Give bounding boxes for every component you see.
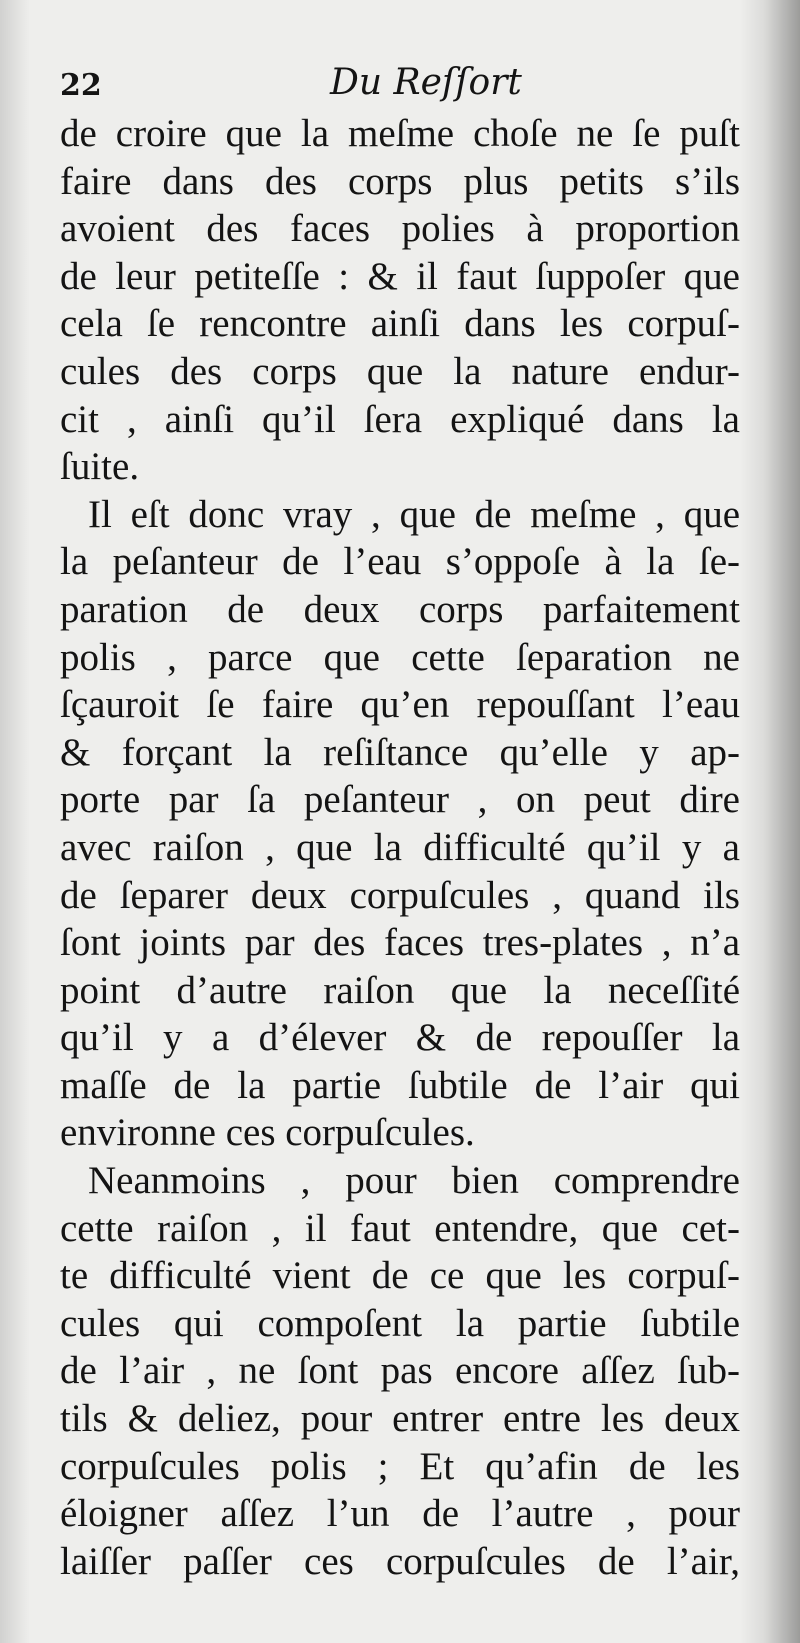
text-line: & forçant la reſiſtance qu’elle y ap-	[60, 730, 740, 774]
text-line: Neanmoins , pour bien comprendre	[88, 1159, 740, 1203]
text-line: tils & deliez, pour entrer entre les deux	[60, 1397, 740, 1441]
page-edge-shadow	[740, 0, 800, 1643]
text-line: avoient des faces polies à proportion	[60, 207, 740, 251]
text-line: Il eſt donc vray , que de meſme , que	[88, 492, 740, 536]
text-line: maſſe de la partie ſubtile de l’air qui	[60, 1063, 740, 1107]
text-line: te difficulté vient de ce que les corpuſ-	[60, 1254, 740, 1298]
page-header	[60, 62, 740, 112]
text-line: avec raiſon , que la difficulté qu’il y a	[60, 825, 740, 869]
text-line: faire dans des corps plus petits s’ils	[60, 159, 740, 203]
text-line: point d’autre raiſon que la neceſſité	[60, 968, 740, 1012]
running-head: Du Reſſort	[330, 62, 522, 103]
text-line: porte par ſa peſanteur , on peut dire	[60, 778, 740, 822]
text-line: de l’air , ne ſont pas encore aſſez ſub-	[60, 1349, 740, 1393]
text-line: ſuite.	[60, 445, 140, 489]
text-line: la peſanteur de l’eau s’oppoſe à la ſe-	[60, 540, 740, 584]
text-line: corpuſcules polis ; Et qu’afin de les	[60, 1444, 740, 1488]
text-line: cules qui compoſent la partie ſubtile	[60, 1301, 740, 1345]
text-line: cette raiſon , il faut entendre, que cet-	[60, 1206, 740, 1250]
page-gutter-shadow	[0, 0, 30, 1643]
text-line: environne ces corpuſcules.	[60, 1111, 475, 1155]
text-line: ſçauroit ſe faire qu’en repouſſant l’eau	[60, 683, 740, 727]
text-line: laiſſer paſſer ces corpuſcules de l’air,	[60, 1539, 740, 1583]
text-line: cit , ainſi qu’il ſera expliqué dans la	[60, 397, 740, 441]
text-line: polis , parce que cette ſeparation ne	[60, 635, 740, 679]
text-line: éloigner aſſez l’un de l’autre , pour	[60, 1492, 740, 1536]
page-number: 22	[60, 68, 102, 103]
text-line: ſont joints par des faces tres-plates , n’a	[60, 921, 740, 965]
text-line: cela ſe rencontre ainſi dans les corpuſ-	[60, 302, 740, 346]
text-line: qu’il y a d’élever & de repouſſer la	[60, 1016, 740, 1060]
text-line: de leur petiteſſe : & il faut ſuppoſer que	[60, 254, 740, 298]
body-text	[60, 110, 740, 1585]
text-line: paration de deux corps parfaitement	[60, 587, 740, 631]
text-line: de croire que la meſme choſe ne ſe puſt	[60, 112, 740, 155]
text-line: cules des corps que la nature endur-	[60, 349, 740, 393]
text-line: de ſeparer deux corpuſcules , quand ils	[60, 873, 740, 917]
